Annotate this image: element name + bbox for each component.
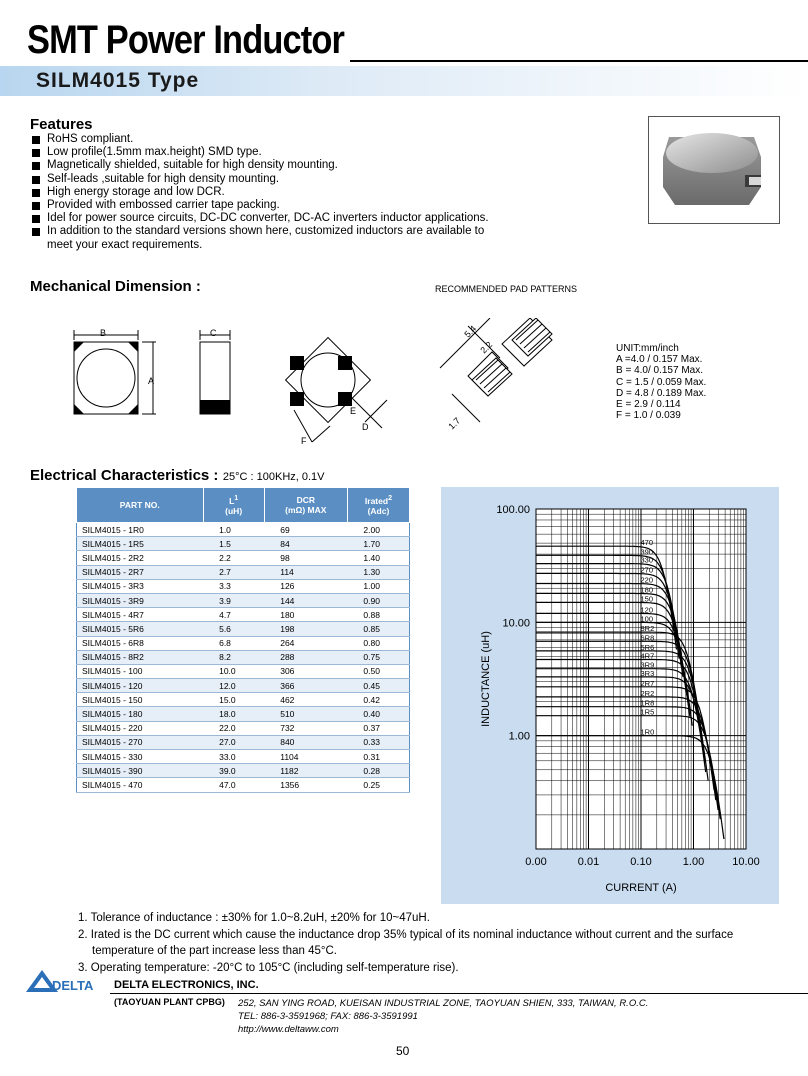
company-name: DELTA ELECTRONICS, INC. <box>114 979 259 991</box>
x-tick-label: 0.10 <box>630 856 652 868</box>
y-axis-label: INDUCTANCE (uH) <box>480 631 492 727</box>
feature-item: RoHS compliant. <box>31 133 501 146</box>
series-label: 1R0 <box>640 727 655 737</box>
cell-part-no: SILM4015 - 2R2 <box>77 551 204 565</box>
x-tick-label: 0.00 <box>525 856 547 868</box>
y-tick-label: 1.00 <box>508 730 530 743</box>
cell-dcr: 264 <box>264 636 347 650</box>
col-irated: Irated$^2$ (Adc) <box>347 488 409 523</box>
table-row <box>77 707 410 721</box>
cell-dcr: 840 <box>264 735 347 749</box>
cell-part-no: SILM4015 - 330 <box>77 750 204 764</box>
table-row <box>77 693 410 707</box>
dim-label-e: E <box>350 406 357 416</box>
cell-inductance: 10.0 <box>203 664 264 678</box>
cell-dcr: 288 <box>264 650 347 664</box>
feature-item: Provided with embossed carrier tape packing. <box>31 199 501 212</box>
cell-part-no: SILM4015 - 220 <box>77 721 204 735</box>
inductance-chart <box>441 487 779 904</box>
cell-irated: 0.42 <box>347 693 409 707</box>
cell-inductance: 15.0 <box>203 693 264 707</box>
cell-inductance: 12.0 <box>203 679 264 693</box>
feature-item: High energy storage and low DCR. <box>31 186 501 199</box>
cell-irated: 1.40 <box>347 551 409 565</box>
cell-part-no: SILM4015 - 3R3 <box>77 579 204 593</box>
unit-item: A =4.0 / 0.157 Max. <box>616 354 703 366</box>
table-row <box>77 750 410 764</box>
plant-name: (TAOYUAN PLANT CPBG) <box>114 997 225 1007</box>
col-inductance: $L^1$ (uH) <box>203 488 264 523</box>
series-label: 6R8 <box>640 633 655 643</box>
features-heading: Features <box>30 116 93 133</box>
cell-part-no: SILM4015 - 270 <box>77 735 204 749</box>
y-tick-label: 10.00 <box>502 617 530 630</box>
inductance-chart-panel <box>441 487 779 904</box>
cell-inductance: 3.3 <box>203 579 264 593</box>
cell-irated: 0.33 <box>347 735 409 749</box>
cell-part-no: SILM4015 - 4R7 <box>77 608 204 622</box>
table-row <box>77 551 410 565</box>
unit-item: D = 4.8 / 0.189 Max. <box>616 387 707 399</box>
col-dcr: DCR (mΩ) MAX <box>264 488 347 523</box>
series-label: 150 <box>640 594 654 604</box>
pad-dim-2-2: 2.2 <box>478 339 495 356</box>
pad-pattern-label: RECOMMENDED PAD PATTERNS <box>435 284 578 294</box>
address-line: 252, SAN YING ROAD, KUEISAN INDUSTRIAL ZONE, TAOYUAN SHIEN, 333, TAIWAN, R.O.C. <box>238 998 649 1009</box>
type-label: SILM4015 Type <box>36 69 200 92</box>
cell-irated: 1.00 <box>347 579 409 593</box>
electrical-heading-row <box>30 467 325 485</box>
cell-part-no: SILM4015 - 3R9 <box>77 593 204 607</box>
cell-dcr: 198 <box>264 622 347 636</box>
feature-item: In addition to the standard versions shown here, customized inductors are available to meet your exact requirements. <box>31 225 501 251</box>
cell-dcr: 462 <box>264 693 347 707</box>
x-tick-label: 0.01 <box>577 856 600 868</box>
cell-dcr: 366 <box>264 679 347 693</box>
table-row <box>77 735 410 749</box>
dim-label-b: B <box>100 328 107 338</box>
cell-irated: 1.70 <box>347 537 409 551</box>
cell-irated: 1.30 <box>347 565 409 579</box>
electrical-condition: 25°C : 100KHz, 0.1V <box>222 471 325 483</box>
series-label: 180 <box>640 585 654 595</box>
delta-triangle-icon <box>22 968 112 996</box>
cell-irated: 0.40 <box>347 707 409 721</box>
tel-line: TEL: 886-3-3591968; FAX: 886-3-3591991 <box>238 1011 418 1022</box>
table-row <box>77 565 410 579</box>
table-row <box>77 778 410 792</box>
feature-item: Idel for power source circuits, DC-DC converter, DC-AC inverters inductor applications. <box>31 212 501 225</box>
cell-dcr: 114 <box>264 565 347 579</box>
cell-part-no: SILM4015 - 120 <box>77 679 204 693</box>
note-item: 2. Irated is the DC current which cause the inductance drop 35% typical of its nominal inductance without current and the surface temperature of the part increase less than 45°C. <box>78 928 734 957</box>
series-label: 8R2 <box>640 624 655 634</box>
pad-dim-1-7: 1.7 <box>446 415 463 432</box>
col-part-no: PART NO. <box>77 488 204 523</box>
table-row <box>77 764 410 778</box>
page-title: SMT Power Inductor <box>27 18 345 62</box>
cell-irated: 0.31 <box>347 750 409 764</box>
x-axis-label: CURRENT (A) <box>605 882 677 894</box>
dim-label-a: A <box>148 376 155 386</box>
dim-label-f: F <box>301 436 307 446</box>
electrical-heading: Electrical Characteristics : <box>30 467 219 484</box>
footer-rule <box>110 993 808 994</box>
cell-inductance: 18.0 <box>203 707 264 721</box>
note-item: 3. Operating temperature: -20°C to 105°C (including self-temperature rise). <box>78 961 459 974</box>
cell-inductance: 3.9 <box>203 593 264 607</box>
cell-dcr: 126 <box>264 579 347 593</box>
logo-text: DELTA <box>52 978 94 993</box>
mechanical-heading: Mechanical Dimension : <box>30 278 201 295</box>
page-number: 50 <box>396 1044 410 1058</box>
cell-irated: 0.88 <box>347 608 409 622</box>
feature-item: Self-leads ,suitable for high density mounting. <box>31 173 501 186</box>
cell-inductance: 2.7 <box>203 565 264 579</box>
web-link[interactable]: http://www.deltaww.com <box>238 1024 339 1035</box>
x-tick-label: 10.00 <box>732 856 760 868</box>
cell-part-no: SILM4015 - 150 <box>77 693 204 707</box>
cell-dcr: 306 <box>264 664 347 678</box>
pad-dim-5-4: 5.4 <box>462 323 479 340</box>
features-list <box>31 133 501 252</box>
cell-dcr: 144 <box>264 593 347 607</box>
cell-irated: 0.75 <box>347 650 409 664</box>
top-view-body <box>74 342 138 414</box>
delta-logo <box>22 968 112 1001</box>
unit-item: E = 2.9 / 0.114 <box>616 399 681 411</box>
cell-dcr: 1356 <box>264 778 347 792</box>
cell-irated: 0.37 <box>347 721 409 735</box>
product-photo <box>648 116 780 224</box>
cell-inductance: 22.0 <box>203 721 264 735</box>
note-item: 1. Tolerance of inductance : ±30% for 1.0~8.2uH, ±20% for 10~47uH. <box>78 912 430 924</box>
cell-part-no: SILM4015 - 390 <box>77 764 204 778</box>
series-label: 2R2 <box>640 688 655 698</box>
address-block <box>238 997 648 1036</box>
table-row <box>77 579 410 593</box>
unit-item: C = 1.5 / 0.059 Max. <box>616 376 707 388</box>
table-row <box>77 523 410 537</box>
cell-inductance: 27.0 <box>203 735 264 749</box>
cell-inductance: 33.0 <box>203 750 264 764</box>
table-row <box>77 664 410 678</box>
table-row <box>77 608 410 622</box>
cell-part-no: SILM4015 - 8R2 <box>77 650 204 664</box>
table-row <box>77 679 410 693</box>
series-label: 120 <box>640 605 654 615</box>
table-row <box>77 636 410 650</box>
series-label: 3R3 <box>640 668 655 678</box>
cell-dcr: 732 <box>264 721 347 735</box>
y-tick-label: 100.00 <box>496 504 530 516</box>
feature-item: Low profile(1.5mm max.height) SMD type. <box>31 146 501 159</box>
cell-dcr: 84 <box>264 537 347 551</box>
cell-irated: 0.25 <box>347 778 409 792</box>
mechanical-drawings <box>60 318 610 448</box>
notes-list <box>78 910 738 976</box>
series-label: 5R6 <box>640 642 655 652</box>
series-label: 1R5 <box>640 707 655 717</box>
feature-item: Magnetically shielded, suitable for high density mounting. <box>31 159 501 172</box>
dim-label-c: C <box>210 328 217 338</box>
cell-inductance: 5.6 <box>203 622 264 636</box>
cell-dcr: 98 <box>264 551 347 565</box>
series-label: 4R7 <box>640 651 655 661</box>
cell-part-no: SILM4015 - 1R0 <box>77 523 204 537</box>
table-row <box>77 650 410 664</box>
cell-inductance: 47.0 <box>203 778 264 792</box>
cell-irated: 0.80 <box>347 636 409 650</box>
series-label: 470 <box>640 538 654 548</box>
inductor-image <box>649 117 779 223</box>
cell-part-no: SILM4015 - 5R6 <box>77 622 204 636</box>
cell-irated: 0.28 <box>347 764 409 778</box>
cell-part-no: SILM4015 - 1R5 <box>77 537 204 551</box>
cell-dcr: 1182 <box>264 764 347 778</box>
table-row <box>77 622 410 636</box>
series-label: 2R7 <box>640 678 655 688</box>
unit-list <box>616 343 706 421</box>
table-row <box>77 537 410 551</box>
dim-label-d: D <box>362 422 369 432</box>
cell-inductance: 8.2 <box>203 650 264 664</box>
electrical-table <box>76 487 410 793</box>
cell-dcr: 1104 <box>264 750 347 764</box>
cell-inductance: 1.0 <box>203 523 264 537</box>
cell-irated: 0.90 <box>347 593 409 607</box>
title-rule <box>350 60 808 62</box>
cell-inductance: 2.2 <box>203 551 264 565</box>
cell-part-no: SILM4015 - 470 <box>77 778 204 792</box>
cell-inductance: 39.0 <box>203 764 264 778</box>
series-label: 220 <box>640 575 654 585</box>
series-label: 3R9 <box>640 660 655 670</box>
series-label: 390 <box>640 547 654 557</box>
cell-irated: 0.45 <box>347 679 409 693</box>
series-label: 100 <box>640 614 654 624</box>
series-label: 270 <box>640 565 654 575</box>
unit-item: B = 4.0/ 0.157 Max. <box>616 365 703 377</box>
cell-part-no: SILM4015 - 6R8 <box>77 636 204 650</box>
table-row <box>77 721 410 735</box>
table-row <box>77 593 410 607</box>
cell-irated: 2.00 <box>347 523 409 537</box>
unit-item: UNIT:mm/inch <box>616 343 679 354</box>
cell-inductance: 4.7 <box>203 608 264 622</box>
cell-inductance: 1.5 <box>203 537 264 551</box>
cell-irated: 0.50 <box>347 664 409 678</box>
cell-irated: 0.85 <box>347 622 409 636</box>
cell-part-no: SILM4015 - 180 <box>77 707 204 721</box>
cell-part-no: SILM4015 - 100 <box>77 664 204 678</box>
cell-inductance: 6.8 <box>203 636 264 650</box>
cell-dcr: 510 <box>264 707 347 721</box>
series-label: 1R8 <box>640 698 655 708</box>
cell-dcr: 69 <box>264 523 347 537</box>
series-label: 330 <box>640 555 654 565</box>
cell-part-no: SILM4015 - 2R7 <box>77 565 204 579</box>
table-header-row <box>77 488 410 523</box>
cell-dcr: 180 <box>264 608 347 622</box>
x-tick-label: 1.00 <box>682 856 705 868</box>
unit-item: F = 1.0 / 0.039 <box>616 410 681 422</box>
